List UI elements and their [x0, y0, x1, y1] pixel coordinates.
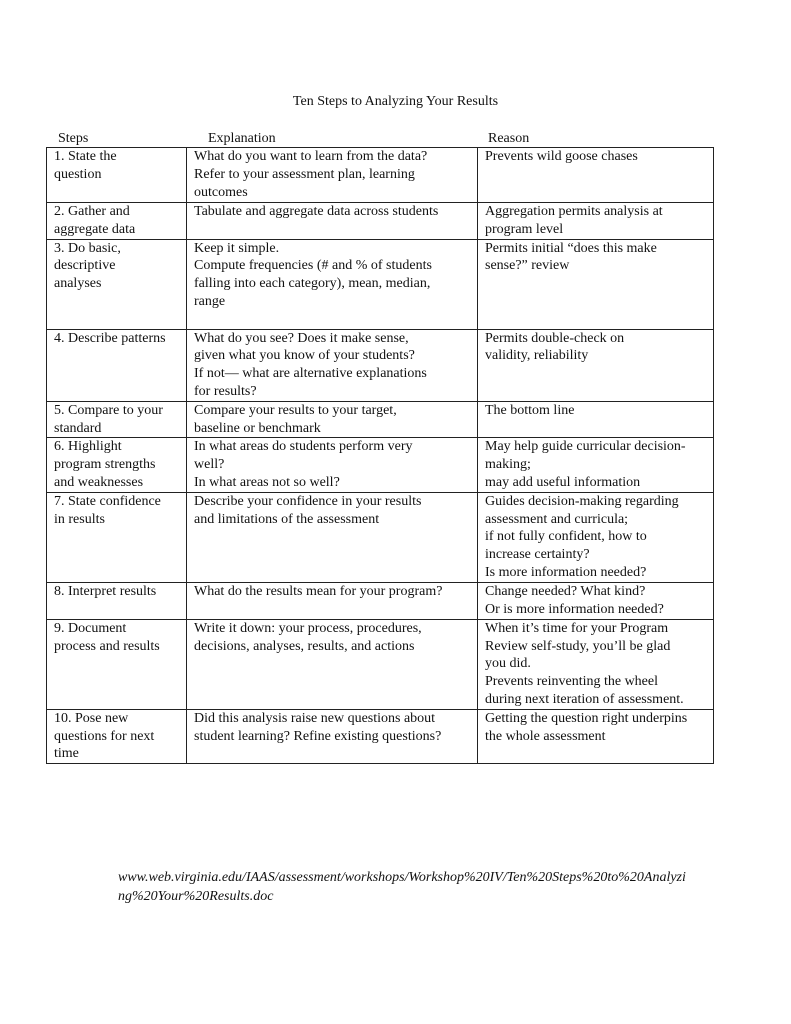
reason-cell: Aggregation permits analysis at program level: [478, 203, 714, 240]
column-headers: [46, 130, 712, 148]
step-cell: 9. Document process and results: [47, 619, 187, 709]
reason-cell: When it’s time for your Program Review self-study, you’ll be glad you did. Prevents reinventing the wheel during next iteration of assessment.: [478, 619, 714, 709]
step-cell: 3. Do basic, descriptive analyses: [47, 239, 187, 329]
column-header-explanation: Explanation: [208, 131, 276, 146]
explanation-cell: Keep it simple. Compute frequencies (# and % of students falling into each category), mean, median, range: [187, 239, 478, 329]
explanation-cell: Write it down: your process, procedures, decisions, analyses, results, and actions: [187, 619, 478, 709]
steps-table: [46, 147, 714, 764]
table-row: [47, 239, 714, 329]
explanation-cell: Compare your results to your target, baseline or benchmark: [187, 401, 478, 438]
step-cell: 7. State confidence in results: [47, 492, 187, 582]
explanation-cell: Tabulate and aggregate data across students: [187, 203, 478, 240]
reason-cell: Getting the question right underpins the whole assessment: [478, 709, 714, 763]
step-cell: 5. Compare to your standard: [47, 401, 187, 438]
document-title: Ten Steps to Analyzing Your Results: [292, 94, 499, 109]
step-cell: 4. Describe patterns: [47, 329, 187, 401]
explanation-cell: In what areas do students perform very well? In what areas not so well?: [187, 438, 478, 492]
reason-cell: Prevents wild goose chases: [478, 148, 714, 203]
step-cell: 10. Pose new questions for next time: [47, 709, 187, 763]
step-cell: 8. Interpret results: [47, 582, 187, 619]
explanation-cell: Describe your confidence in your results and limitations of the assessment: [187, 492, 478, 582]
table-row: [47, 329, 714, 401]
step-cell: 2. Gather and aggregate data: [47, 203, 187, 240]
table-row: [47, 492, 714, 582]
step-cell: 6. Highlight program strengths and weaknesses: [47, 438, 187, 492]
table-row: [47, 401, 714, 438]
reason-cell: Permits double-check on validity, reliability: [478, 329, 714, 401]
source-url: www.web.virginia.edu/IAAS/assessment/workshops/Workshop%20IV/Ten%20Steps%20to%20Analyzing%20Your%20Results.doc: [118, 870, 686, 904]
column-header-steps: Steps: [58, 131, 89, 146]
table-row: [47, 438, 714, 492]
explanation-cell: What do you see? Does it make sense, given what you know of your students? If not— what are alternative explanations for results?: [187, 329, 478, 401]
reason-cell: Change needed? What kind? Or is more information needed?: [478, 582, 714, 619]
step-cell: 1. State the question: [47, 148, 187, 203]
reason-cell: Permits initial “does this make sense?” review: [478, 239, 714, 329]
reason-cell: The bottom line: [478, 401, 714, 438]
explanation-cell: What do you want to learn from the data? Refer to your assessment plan, learning outcomes: [187, 148, 478, 203]
table-row: [47, 709, 714, 763]
explanation-cell: Did this analysis raise new questions about student learning? Refine existing questions?: [187, 709, 478, 763]
explanation-cell: What do the results mean for your program?: [187, 582, 478, 619]
table-row: [47, 148, 714, 203]
table-row: [47, 203, 714, 240]
table-row: [47, 619, 714, 709]
reason-cell: Guides decision-making regarding assessment and curricula; if not fully confident, how to increase certainty? Is more information needed?: [478, 492, 714, 582]
table-row: [47, 582, 714, 619]
reason-cell: May help guide curricular decision- making; may add useful information: [478, 438, 714, 492]
column-header-reason: Reason: [488, 131, 530, 146]
